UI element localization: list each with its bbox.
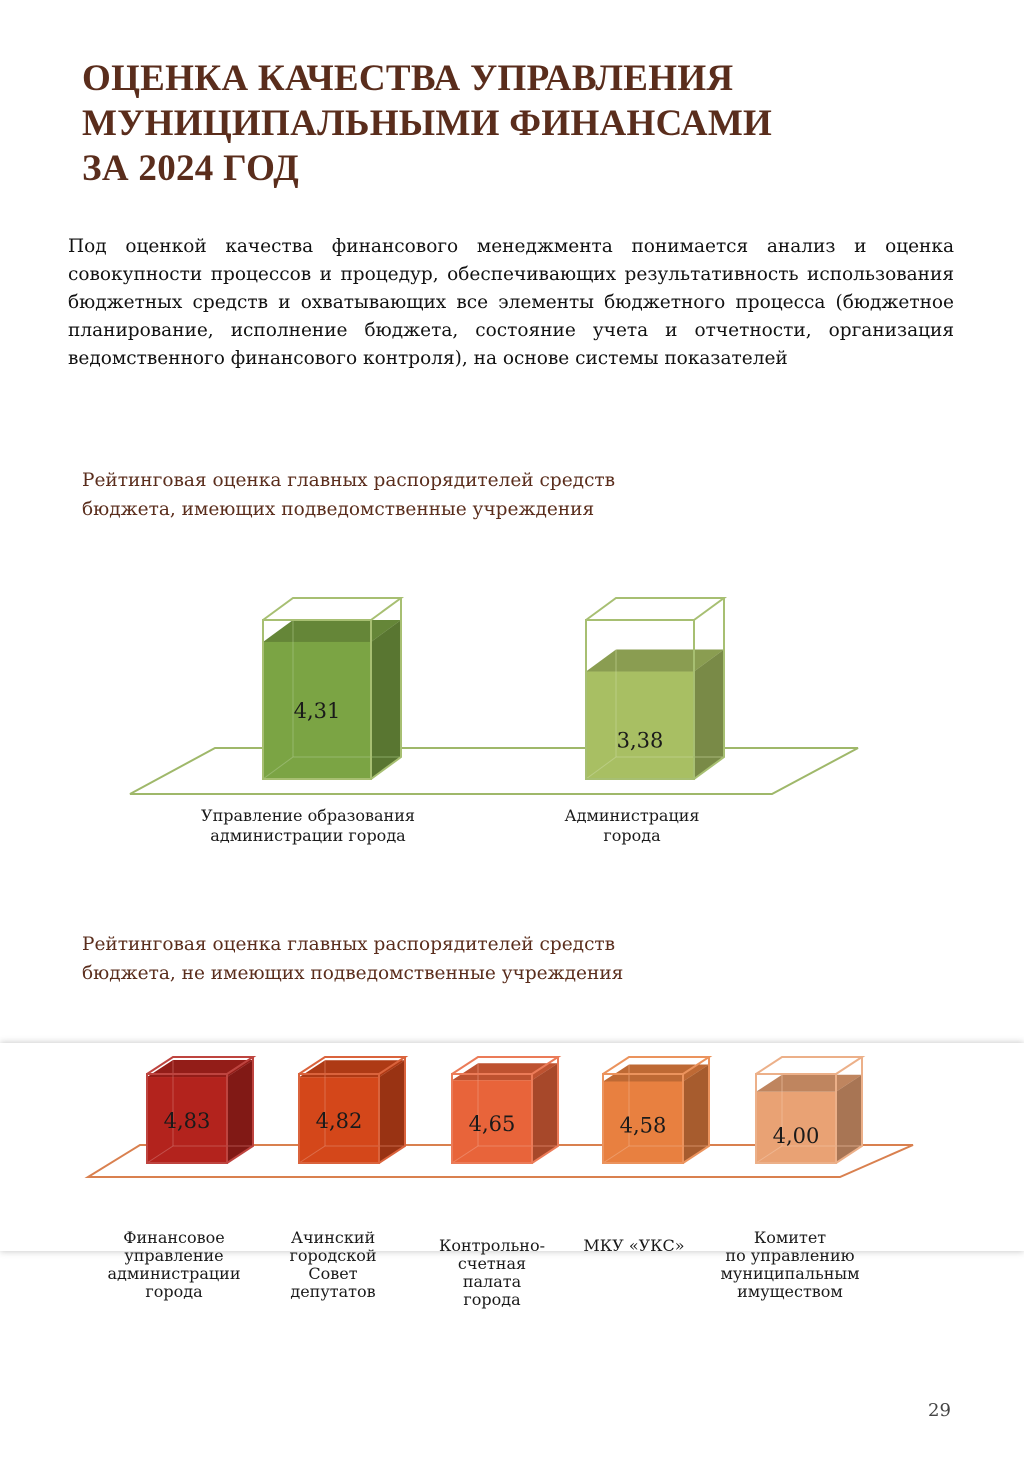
bar-value-label: 4,58: [619, 1113, 667, 1138]
category-label: Администрация: [564, 806, 700, 825]
category-label: счетная: [457, 1254, 527, 1273]
category-label: администрации города: [210, 826, 406, 845]
category-label: администрации: [107, 1264, 241, 1283]
category-label: управление: [124, 1246, 224, 1265]
page-number: 29: [928, 1400, 951, 1421]
chart2-title: [82, 930, 782, 988]
category-label: имуществом: [737, 1282, 843, 1301]
chart1-svg: [0, 580, 1024, 870]
bar-frame-top: [756, 1057, 862, 1074]
page-title-line: ОЦЕНКА КАЧЕСТВА УПРАВЛЕНИЯ: [82, 58, 734, 99]
category-label: городской: [289, 1246, 377, 1265]
chart2-title-line: Рейтинговая оценка главных распорядителей средств: [82, 934, 616, 955]
bar-frame-top: [263, 598, 401, 620]
page-title: [82, 56, 942, 191]
bar-side: [371, 620, 401, 779]
category-label: МКУ «УКС»: [583, 1236, 685, 1255]
category-label: города: [463, 1290, 521, 1309]
category-label: города: [145, 1282, 203, 1301]
bar-3: [452, 1057, 558, 1163]
bar-5: [756, 1057, 862, 1163]
category-label: Комитет: [753, 1228, 827, 1247]
bar-1: [147, 1057, 253, 1163]
category-label: Финансовое: [123, 1228, 225, 1247]
category-label: депутатов: [290, 1282, 376, 1301]
page-title-line: ЗА 2024 ГОД: [82, 148, 300, 189]
chart1-title-line: бюджета, имеющих подведомственные учреждения: [82, 499, 595, 520]
bar-2: [299, 1057, 405, 1163]
bar-value-label: 4,31: [293, 698, 341, 723]
chart1-title: [82, 466, 782, 524]
category-label: муниципальным: [720, 1264, 860, 1283]
category-label: Контрольно-: [439, 1236, 545, 1255]
floor-plane: [130, 748, 858, 794]
bar-2: [586, 598, 724, 779]
bar-frame-top: [586, 598, 724, 620]
bar-value-label: 4,00: [772, 1123, 820, 1148]
category-label: палата: [462, 1272, 522, 1291]
category-label: по управлению: [725, 1246, 855, 1265]
chart1-title-line: Рейтинговая оценка главных распорядителей средств: [82, 470, 616, 491]
bar-value-label: 3,38: [616, 728, 664, 753]
bar-value-label: 4,65: [468, 1112, 516, 1137]
chart2: [0, 1043, 1024, 1333]
chart2-title-line: бюджета, не имеющих подведомственные учреждения: [82, 963, 624, 984]
bar-value-label: 4,82: [315, 1109, 363, 1134]
bar-4: [603, 1057, 709, 1163]
category-label: Совет: [308, 1264, 358, 1283]
bar-1: [263, 598, 401, 779]
intro-paragraph: Под оценкой качества финансового менеджмента понимается анализ и оценка совокупности процессов и процедур, обеспечивающих результативность использования бюджетных средств и охватывающих все элементы бюджетного процесса (бюджетное планирование, исполнение бюджета, состояние учета и отчетности, организация ведомственного финансового контроля), на основе системы показателей: [68, 236, 954, 369]
category-label: Ачинский: [290, 1228, 376, 1247]
page-title-line: МУНИЦИПАЛЬНЫМИ ФИНАНСАМИ: [82, 103, 773, 144]
bar-front: [586, 672, 694, 779]
chart1: [0, 580, 1024, 870]
bar-value-label: 4,83: [163, 1109, 211, 1134]
chart2-svg: [0, 1043, 1024, 1333]
category-label: Управление образования: [201, 806, 415, 825]
category-label: города: [603, 826, 661, 845]
